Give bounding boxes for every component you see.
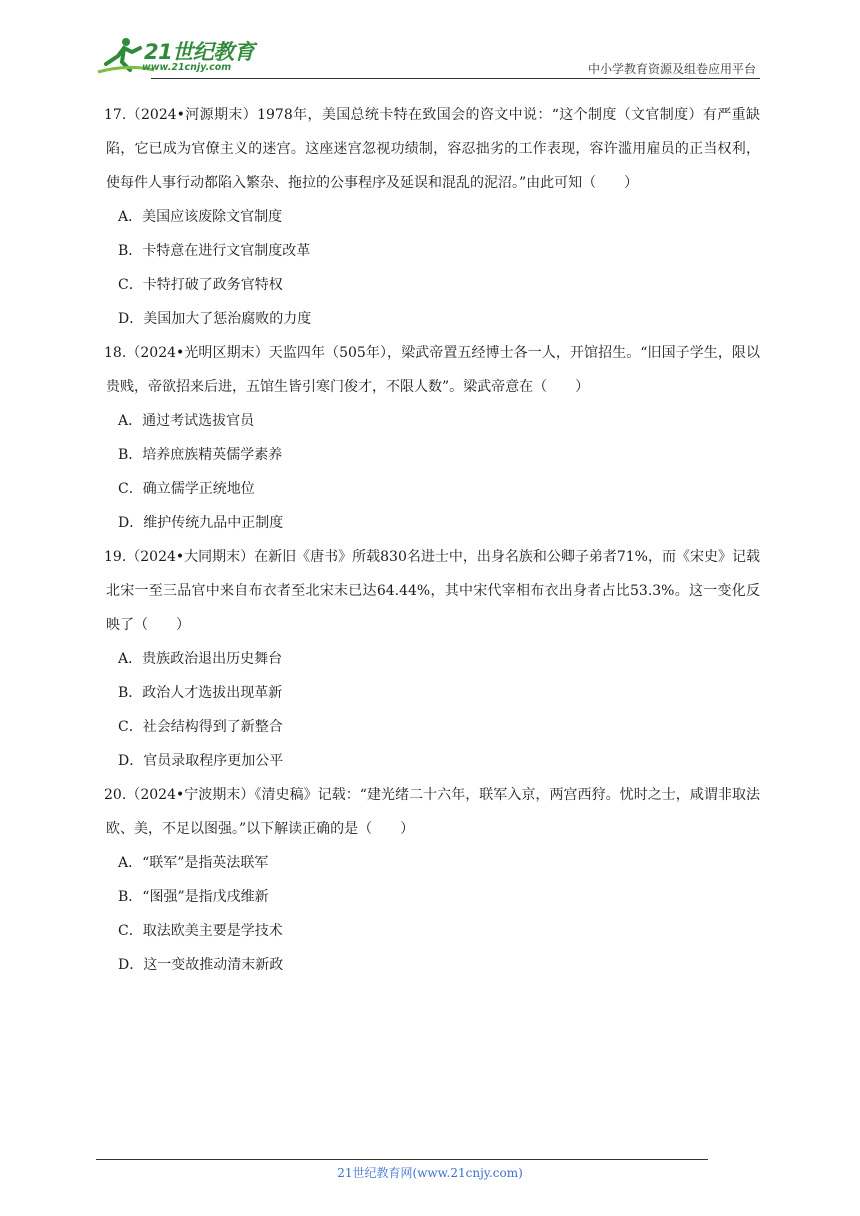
question-number: 19. (104, 549, 127, 565)
footer-link[interactable]: 21世纪教育网(www.21cnjy.com) (337, 1166, 523, 1180)
question-stem (106, 98, 760, 200)
page-header (96, 34, 760, 80)
option-c: C．取法欧美主要是学技术 (118, 923, 283, 939)
option-c: C．确立儒学正统地位 (118, 481, 255, 497)
question-text: （2024•河源期末）1978年，美国总统卡特在致国会的咨文中说：“这个制度（文官制度）有严重缺陷，它已成为官僚主义的迷宫。这座迷宫忽视功绩制，容忍拙劣的工作表现，容许滥用雇员的正当权利，使每件人事行动都陷入繁杂、拖拉的公事程序及延误和混乱的泥沼。”由此可知（ ） (106, 107, 760, 191)
option-a: A．通过考试选拔官员 (118, 413, 255, 429)
header-divider (151, 78, 760, 79)
question-stem (106, 540, 760, 642)
footer-divider (96, 1159, 708, 1160)
question-text: （2024•宁波期末）《清史稿》记载：“建光绪二十六年，联军入京，两宫西狩。忧时之士，咸谓非取法欧、美，不足以图强。”以下解读正确的是（ ） (106, 787, 760, 837)
question-stem (106, 778, 760, 846)
question-18 (106, 336, 760, 540)
option-a: A．美国应该废除文官制度 (118, 209, 283, 225)
option-a: A．贵族政治退出历史舞台 (118, 651, 283, 667)
question-number: 20. (104, 787, 127, 803)
question-19 (106, 540, 760, 778)
question-number: 17. (104, 107, 127, 123)
question-stem (106, 336, 760, 404)
platform-title: 中小学教育资源及组卷应用平台 (587, 62, 756, 76)
option-d: D．这一变故推动清末新政 (118, 957, 284, 973)
option-c: C．社会结构得到了新整合 (118, 719, 283, 735)
question-20 (106, 778, 760, 982)
option-a: A．“联军”是指英法联军 (118, 855, 269, 871)
logo-url: www.21cnjy.com (142, 62, 232, 73)
option-b: B．卡特意在进行文官制度改革 (118, 243, 311, 259)
logo-text: 21世纪教育 (144, 40, 255, 64)
question-text: （2024•光明区期末）天监四年（505年），梁武帝置五经博士各一人，开馆招生。“旧国子学生，限以贵贱，帝欲招来后进，五馆生皆引寒门俊才，不限人数”。梁武帝意在（ ） (106, 345, 760, 395)
option-b: B．政治人才选拔出现革新 (118, 685, 283, 701)
option-d: D．维护传统九品中正制度 (118, 515, 284, 531)
option-c: C．卡特打破了政务官特权 (118, 277, 283, 293)
option-d: D．官员录取程序更加公平 (118, 753, 284, 769)
question-list (106, 98, 760, 982)
option-b: B．“图强”是指戊戌维新 (118, 889, 269, 905)
option-b: B．培养庶族精英儒学素养 (118, 447, 283, 463)
question-number: 18. (104, 345, 127, 361)
option-d: D．美国加大了惩治腐败的力度 (118, 311, 312, 327)
question-17 (106, 98, 760, 336)
question-text: （2024•大同期末）在新旧《唐书》所载830名进士中，出身名族和公卿子弟者71%，而《宋史》记载北宋一至三品官中来自布衣者至北宋末已达64.44%，其中宋代宰相布衣出身者占比53.3%。这一变化反映了（ ） (106, 549, 760, 633)
